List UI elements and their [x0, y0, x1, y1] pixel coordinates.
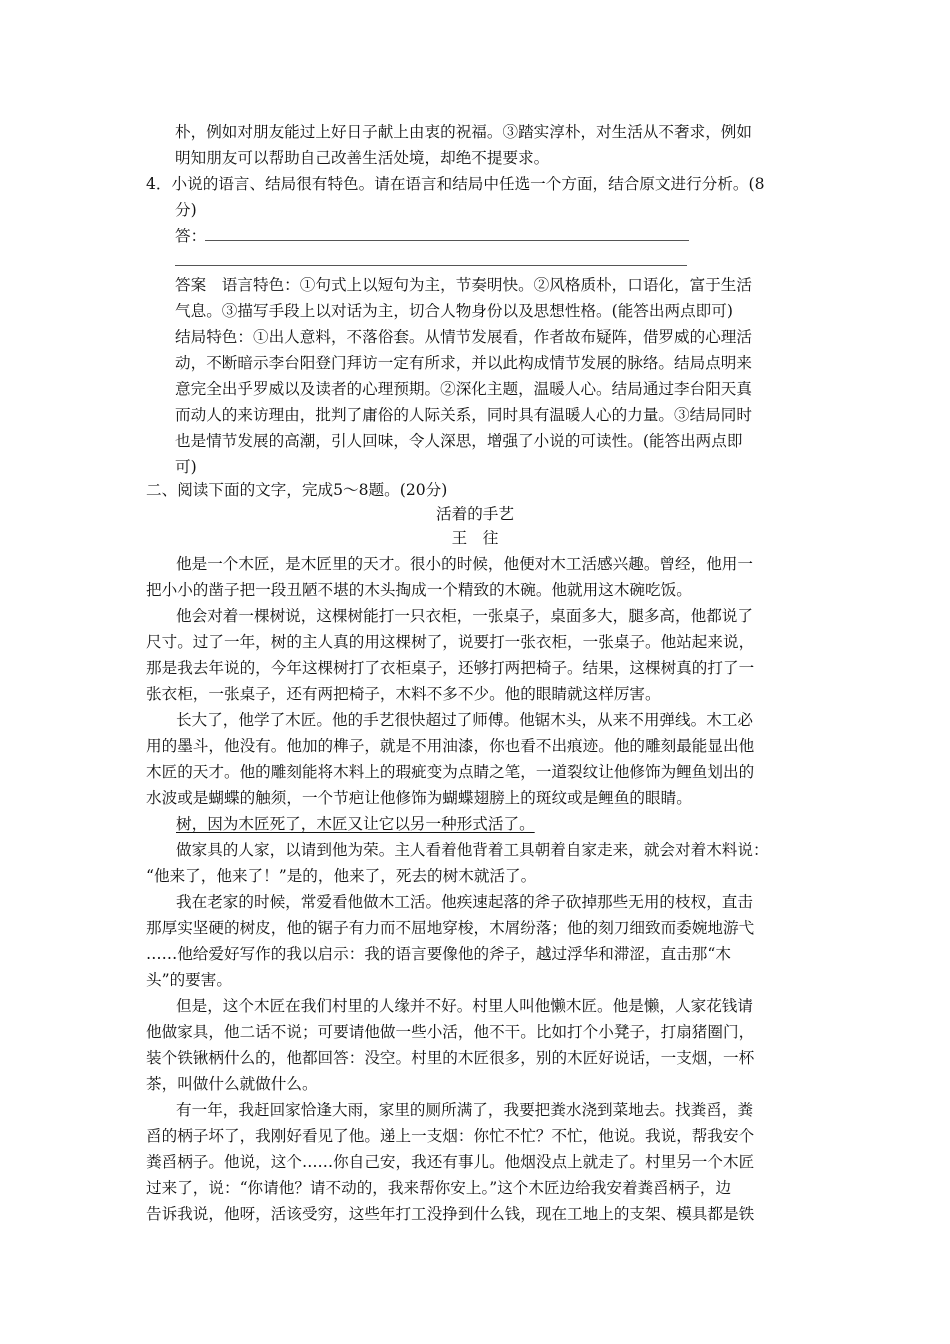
- story-title: 活着的手艺: [436, 505, 514, 523]
- paragraph-line: 他会对着一棵树说，这棵树能打一只衣柜，一张桌子，桌面多大，腿多高，他都说了: [176, 607, 753, 625]
- paragraph-line: 做家具的人家，以请到他为荣。主人看着他背着工具朝着自家走来，就会对着木料说：: [176, 841, 769, 859]
- paragraph-line: 我在老家的时候，常爱看他做木工活。他疾速起落的斧子砍掉那些无用的枝杈，直击: [176, 893, 753, 911]
- paragraph-line: “他来了，他来了！”是的，他来了，死去的树木就活了。: [146, 867, 537, 885]
- paragraph-line: ……他给爱好写作的我以启示：我的语言要像他的斧子，越过浮华和滞涩，直击那“木: [146, 945, 731, 963]
- text-line: 可): [175, 458, 197, 476]
- paragraph-line: 粪舀柄子。他说，这个……你自己安，我还有事儿。他烟没点上就走了。村里另一个木匠: [146, 1153, 755, 1171]
- answer-blank: [205, 240, 689, 241]
- paragraph-line: 装个铁锹柄什么的，他都回答：没空。村里的木匠很多，别的木匠好说话，一支烟，一杯: [146, 1049, 755, 1067]
- underlined-sentence: 树，因为木匠死了，木匠又让它以另一种形式活了。: [176, 815, 535, 833]
- text-line: 也是情节发展的高潮，引人回味，令人深思，增强了小说的可读性。(能答出两点即: [175, 432, 743, 450]
- answer-label: 答：: [175, 227, 207, 245]
- paragraph-line: 头”的要害。: [146, 971, 232, 989]
- text-line: 结局特色：①出人意料，不落俗套。从情节发展看，作者故布疑阵，借罗威的心理活: [175, 328, 752, 346]
- question-4: 4．小说的语言、结局很有特色。请在语言和结局中任选一个方面，结合原文进行分析。(8: [146, 175, 765, 193]
- text-line: 而动人的来访理由，批判了庸俗的人际关系，同时具有温暖人心的力量。③结局同时: [175, 406, 752, 424]
- paragraph-line: 告诉我说，他呀，活该受穷，这些年打工没挣到什么钱，现在工地上的支架、模具都是铁: [146, 1205, 755, 1223]
- paragraph-line: 过来了，说：“你请他？请不动的，我来帮你安上。”这个木匠边给我安着粪舀柄子，边: [146, 1179, 732, 1197]
- paragraph-line: 那厚实坚硬的树皮，他的锯子有力而不屈地穿梭，木屑纷落；他的刻刀细致而委婉地游弋: [146, 919, 755, 937]
- text-line: 朴，例如对朋友能过上好日子献上由衷的祝福。③踏实淳朴，对生活从不奢求，例如: [175, 123, 752, 141]
- paragraph-line: 但是，这个木匠在我们村里的人缘并不好。村里人叫他懒木匠。他是懒，人家花钱请: [176, 997, 753, 1015]
- text-line: 分): [175, 201, 197, 219]
- paragraph-line: 他做家具，他二话不说；可要请他做一些小活，他不干。比如打个小凳子，打扇猪圈门，: [146, 1023, 755, 1041]
- paragraph-line: 长大了，他学了木匠。他的手艺很快超过了师傅。他锯木头，从来不用弹线。木工必: [176, 711, 753, 729]
- paragraph-line: 有一年，我赶回家恰逢大雨，家里的厕所满了，我要把粪水浇到菜地去。找粪舀，粪: [176, 1101, 753, 1119]
- section-heading: 二、阅读下面的文字，完成5～8题。(20分): [146, 481, 448, 499]
- paragraph-line: 张衣柜，一张桌子，还有两把椅子，木料不多不少。他的眼睛就这样厉害。: [146, 685, 661, 703]
- text-line: 意完全出乎罗威以及读者的心理预期。②深化主题，温暖人心。结局通过李台阳天真: [175, 380, 752, 398]
- text-line: 气息。③描写手段上以对话为主，切合人物身份以及思想性格。(能答出两点即可): [175, 302, 733, 320]
- paragraph-line: 茶，叫做什么就做什么。: [146, 1075, 318, 1093]
- answer-text: 答案 语言特色：①句式上以短句为主，节奏明快。②风格质朴，口语化，富于生活: [175, 276, 752, 294]
- paragraph-line: 那是我去年说的，今年这棵树打了衣柜桌子，还够打两把椅子。结果，这棵树真的打了一: [146, 659, 755, 677]
- paragraph-line: 把小小的凿子把一段丑陋不堪的木头掏成一个精致的木碗。他就用这木碗吃饭。: [146, 581, 692, 599]
- paragraph-line: 他是一个木匠，是木匠里的天才。很小的时候，他便对木工活感兴趣。曾经，他用一: [176, 555, 753, 573]
- paragraph-line: 木匠的天才。他的雕刻能将木料上的瑕疵变为点睛之笔，一道裂纹让他修饰为鲤鱼划出的: [146, 763, 755, 781]
- paragraph-line: 尺寸。过了一年，树的主人真的用这棵树了，说要打一张衣柜，一张桌子。他站起来说，: [146, 633, 755, 651]
- text-line: 明知朋友可以帮助自己改善生活处境，却绝不提要求。: [175, 149, 550, 167]
- paragraph-line: 用的墨斗，他没有。他加的榫子，就是不用油漆，你也看不出痕迹。他的雕刻最能显出他: [146, 737, 755, 755]
- story-author: 王 往: [451, 529, 499, 547]
- paragraph-line: 舀的柄子坏了，我刚好看见了他。递上一支烟：你忙不忙？不忙，他说。我说，帮我安个: [146, 1127, 755, 1145]
- answer-blank: [175, 265, 687, 266]
- paragraph-line: 水波或是蝴蝶的触须，一个节疤让他修饰为蝴蝶翅膀上的斑纹或是鲤鱼的眼睛。: [146, 789, 692, 807]
- text-line: 动，不断暗示李台阳登门拜访一定有所求，并以此构成情节发展的脉络。结局点明来: [175, 354, 752, 372]
